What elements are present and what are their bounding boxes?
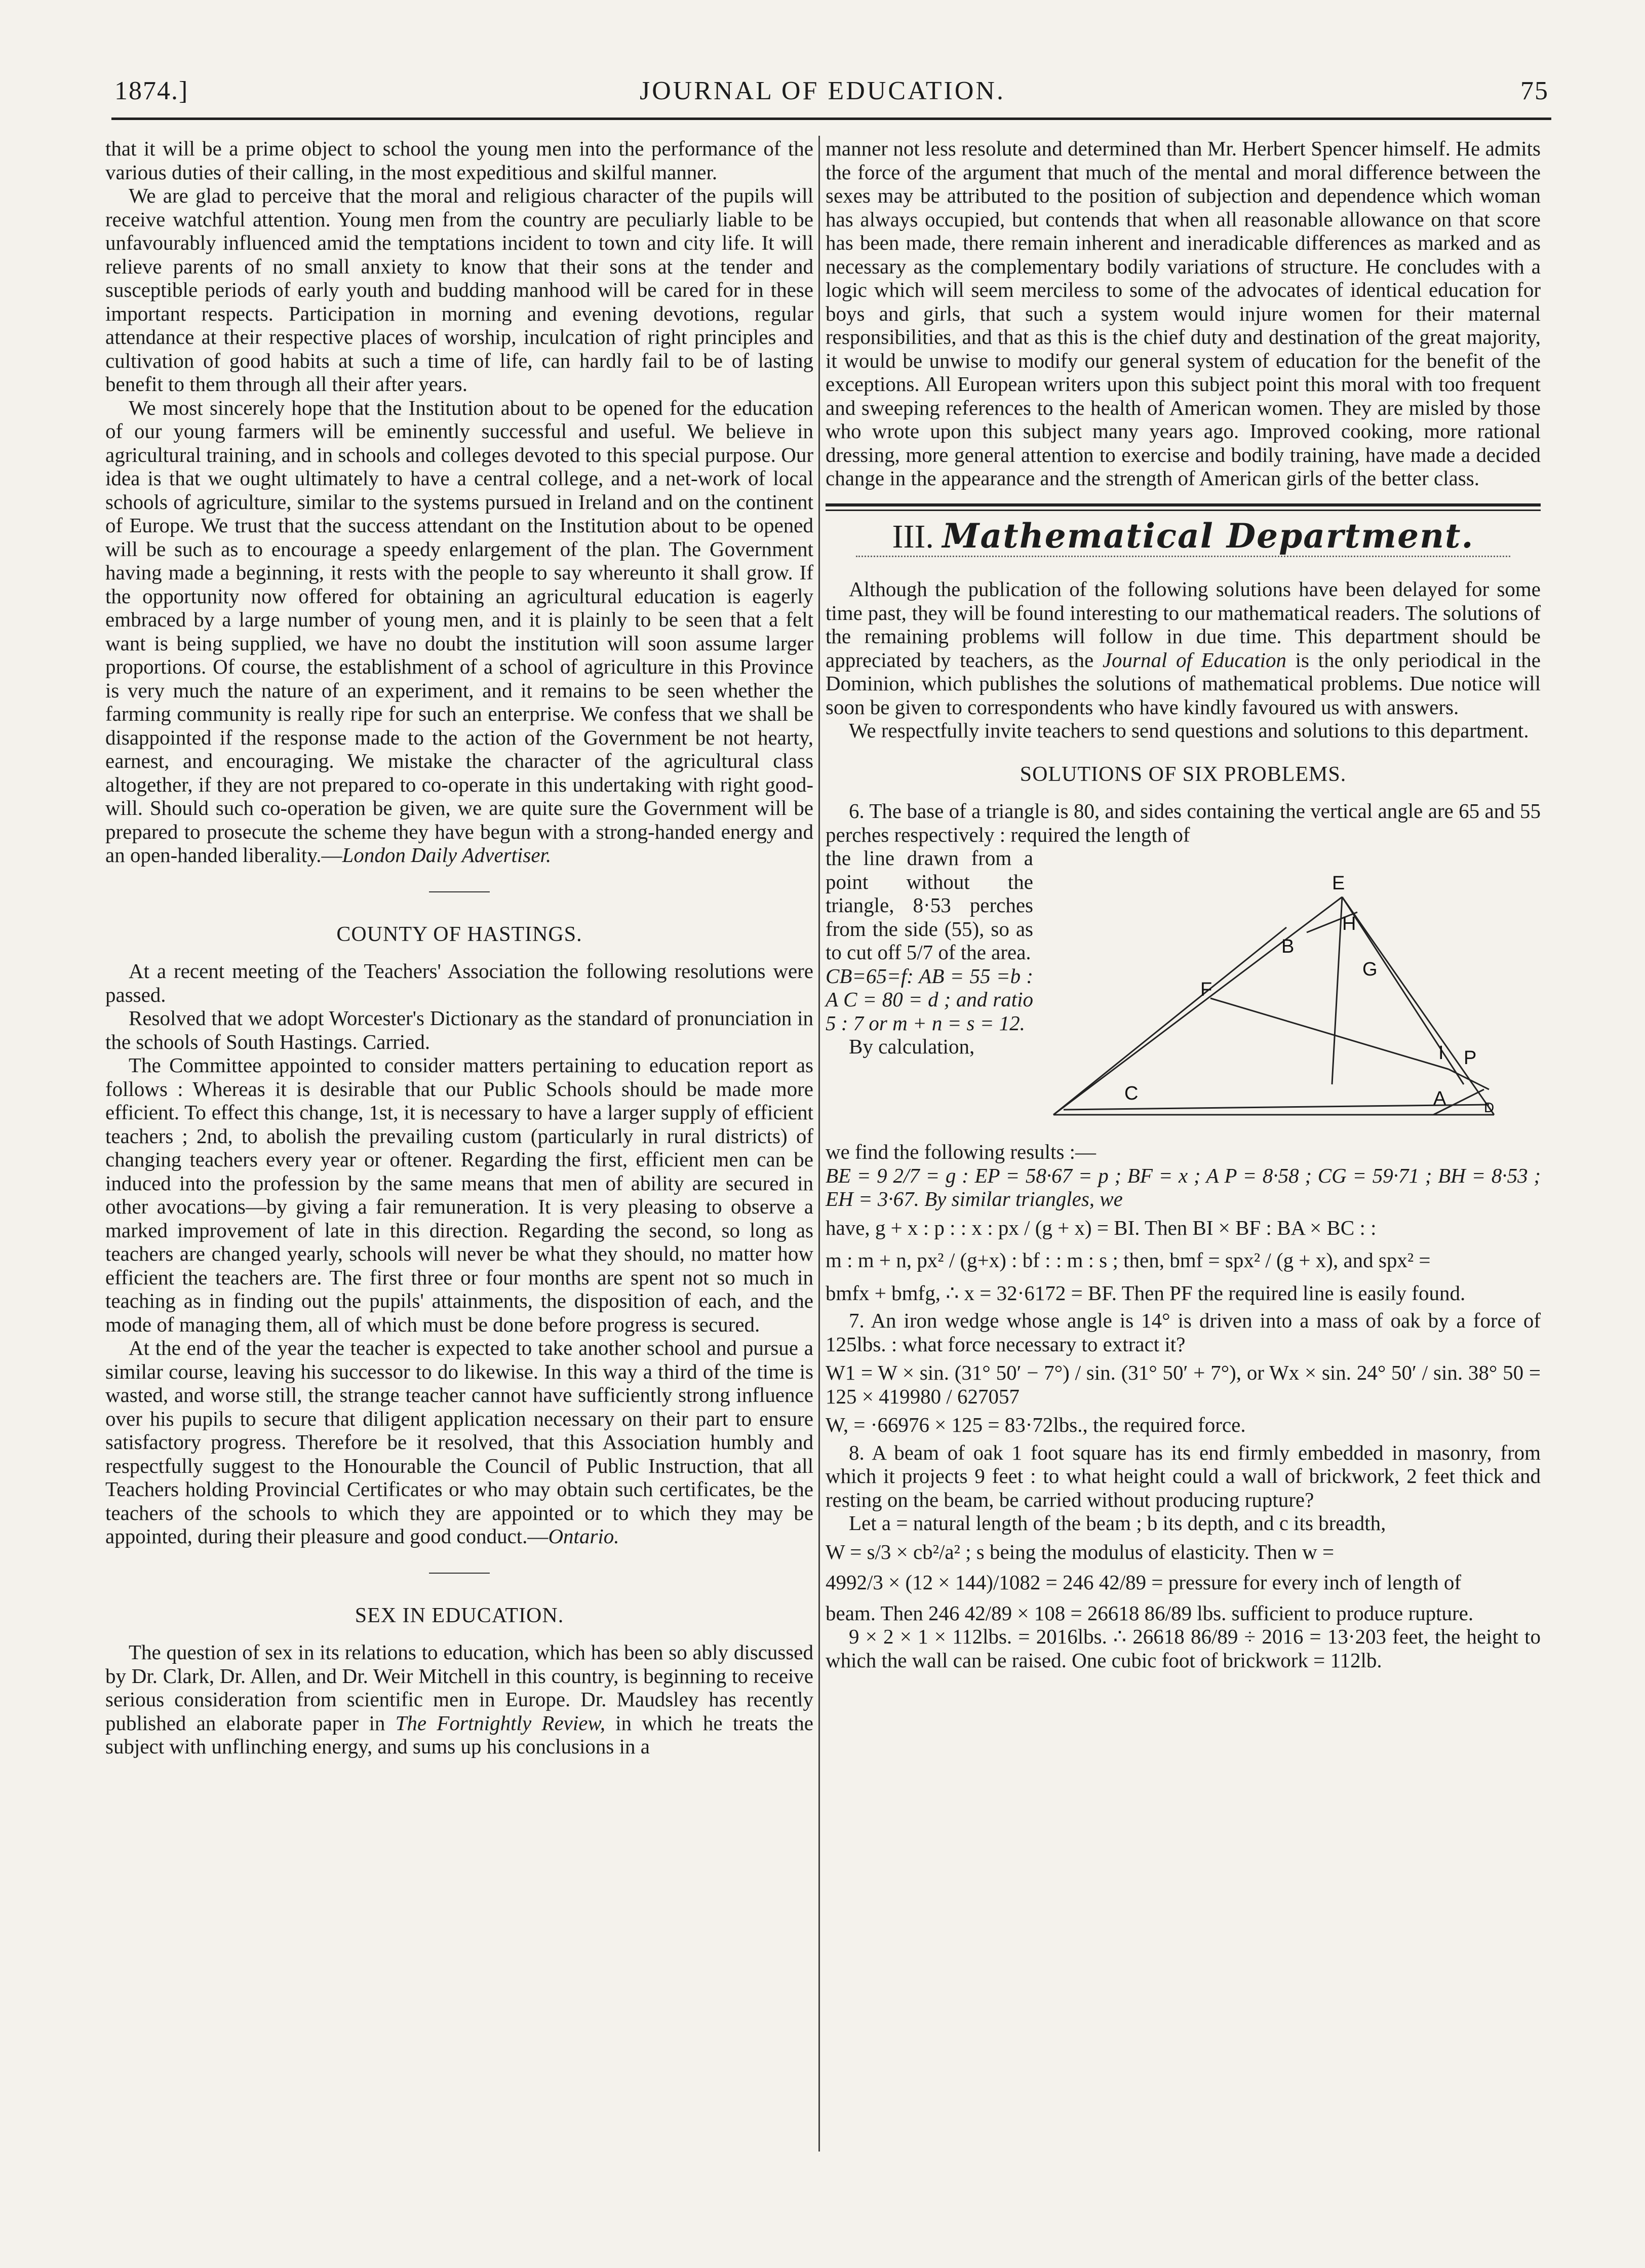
section-rule xyxy=(429,1573,490,1574)
section-heading-solutions: SOLUTIONS OF SIX PROBLEMS. xyxy=(1020,762,1347,786)
paragraph-text: The question of sex in its relations to education, which has been so ably discussed by Dr. Clark, Dr. Allen, and Dr. Weir Mitchell in this country, is beginning to receive serious consideration from scientific men in Europe. Dr. Maudsley has recently published an elaborate paper in xyxy=(105,1640,813,1735)
paragraph xyxy=(105,396,813,867)
paragraph: we find the following results :— xyxy=(826,1140,1096,1163)
figure-label: F xyxy=(1200,979,1212,1000)
paragraph xyxy=(105,1640,813,1758)
department-number: III. xyxy=(892,518,934,555)
figure-line xyxy=(1448,1069,1489,1089)
equation-line: m : m + n, px² / (g+x) : bf : : m : s ; then, bmf = spx² / (g + x), and spx² = xyxy=(826,1248,1431,1272)
paragraph: Let a = natural length of the beam ; b its depth, and c its breadth, xyxy=(849,1511,1386,1535)
figure-line xyxy=(1064,1105,1489,1110)
paragraph-text: We most sincerely hope that the Institution about to be opened for the education of our young farmers will be eminently successful and useful. We believe in agricultural training, and in schools and colleges devoted to this special purpose. Our idea is that we ought ultimately to have a central college, and a net-work of local schools of agriculture, similar to the systems pursued in Ireland and on the continent of Europe. We trust that the success attendant on the Institution about to be opened will be such as to encourage a speedy enlargement of the plan. The Government having made a beginning, it rests with the people to say whereunto it shall grow. If the opportunity now offered for obtaining an agricultural education is eagerly embraced by a large number of young men, and it is plainly to be seen that a felt want is being supplied, we have no doubt the institution will soon assume larger proportions. Of course, the establishment of a school of agriculture in this Province is very much the nature of an experiment, and it remains to be seen whether the farming community is really ripe for such an enterprise. We confess that we shall be disappointed if the response made to the action of the Government be not hearty, earnest, and encouraging. We mistake the character of the agricultural class altogether, if they are not prepared to co-operate in this undertaking with right good-will. Should such co-operation be given, we are quite sure the Government will be prepared to prosecute the scheme they have begun with a strong-handed energy and an open-handed liberality.— xyxy=(105,396,813,867)
paragraph: that it will be a prime object to school the young men into the performance of the various duties of their calling, in the most expeditious and skilful manner. xyxy=(105,137,813,184)
equation-line: W = s/3 × cb²/a² ; s being the modulus of elasticity. Then w = xyxy=(826,1540,1335,1563)
figure-line xyxy=(1210,998,1448,1069)
figure-label: P xyxy=(1464,1047,1477,1069)
section-heading-sex-in-education: SEX IN EDUCATION. xyxy=(355,1604,564,1627)
equation-line: beam. Then 246 42/89 × 108 = 26618 86/89 lbs. sufficient to produce rupture. xyxy=(826,1601,1474,1625)
problem-6-statement: 6. The base of a triangle is 80, and sides containing the vertical angle are 65 and 55 perches respectively : required the length of xyxy=(826,799,1541,846)
figure-line xyxy=(1332,897,1342,1084)
equation-line: bmfx + bmfg, ∴ x = 32·6172 = BF. Then PF the required line is easily found. xyxy=(826,1281,1466,1305)
figure-label: C xyxy=(1124,1083,1139,1104)
left-column xyxy=(105,137,813,1758)
paragraph: CB=65=f: AB = 55 =b : A C = 80 = d ; and ratio 5 : 7 or m + n = s = 12. xyxy=(826,964,1033,1035)
paragraph: By calculation, xyxy=(849,1035,975,1058)
header-page-number: 75 xyxy=(1520,76,1549,105)
source-citation: Ontario. xyxy=(548,1524,619,1548)
equation-line: W, = ·66976 × 125 = 83·72lbs., the required force. xyxy=(826,1413,1246,1436)
equation-line: BE = 9 2/7 = g : EP = 58·67 = p ; BF = x ; A P = 8·58 ; CG = 59·71 ; BH = 8·53 ; EH = 3·67. By similar triangles, we xyxy=(826,1163,1541,1210)
triangle-diagram xyxy=(1043,851,1524,1135)
paragraph-text: Although the publication of the following solutions have been delayed for some time past, they will be found interesting to our mathematical readers. The solutions of the remaining problems will follow in due time. This department should be appreciated by teachers, as the xyxy=(826,577,1541,672)
equation-line: have, g + x : p : : x : px / (g + x) = BI. Then BI × BF : BA × BC : : xyxy=(826,1216,1377,1239)
header-journal-title: JOURNAL OF EDUCATION. xyxy=(640,76,1005,105)
header-year: 1874.] xyxy=(114,76,189,105)
section-heading-hastings: COUNTY OF HASTINGS. xyxy=(336,922,582,946)
dotted-rule xyxy=(856,556,1510,557)
problem-6-side-text xyxy=(826,846,1033,1059)
header-rule xyxy=(111,118,1551,120)
right-column xyxy=(826,137,1541,1672)
department-title xyxy=(826,516,1541,556)
department-rule xyxy=(826,503,1541,506)
paragraph: We are glad to perceive that the moral and religious character of the pupils will receive watchful attention. Young men from the country are peculiarly liable to be unfavourably influenced amid the temptations incident to town and city life. It will relieve parents of no small anxiety to know that their sons at the tender and susceptible periods of early youth and budding manhood will be cared for in these important respects. Participation in morning and evening devotions, regular attendance at their respective places of worship, inculcation of right principles and cultivation of good habits at such a time of life, can hardly fail to be of lasting benefit to them through all their after years. xyxy=(105,184,813,396)
figure-label: I xyxy=(1438,1042,1444,1064)
problem-7-statement: 7. An iron wedge whose angle is 14° is driven into a mass of oak by a force of 125lbs. : what force necessary to extract it? xyxy=(826,1309,1541,1356)
paragraph: We respectfully invite teachers to send questions and solutions to this department. xyxy=(849,719,1529,742)
journal-name: The Fortnightly Review, xyxy=(395,1711,605,1735)
figure-label: D xyxy=(1484,1100,1495,1115)
source-citation: London Daily Advertiser. xyxy=(342,843,552,867)
paragraph-text: is the only periodical in the Dominion, which publishes the solutions of mathematical problems. Due notice will soon be given to correspondents who have kindly favoured us with answers. xyxy=(826,648,1541,719)
figure-label: E xyxy=(1332,873,1345,894)
paragraph: Resolved that we adopt Worcester's Dictionary as the standard of pronunciation in the schools of South Hastings. Carried. xyxy=(105,1006,813,1053)
figure-line xyxy=(1342,897,1494,1115)
figure-label: G xyxy=(1362,959,1378,980)
paragraph: The Committee appointed to consider matters pertaining to education report as follows : Whereas it is desirable that our Public Schools should be made more efficient. To effect this change, 1st, it is necessary to have a larger supply of efficient teachers ; 2nd, to abolish the prevailing custom (particularly in rural districts) of changing teachers every year or oftener. Regarding the first, efficient men can be induced into the profession by the same means that men of ability are secured in other avocations—by giving a fair remuneration. It is very pleasing to observe a marked improvement of late in this direction. Regarding the second, so long as teachers are changed yearly, schools will never be what they should, no matter how efficient the teachers are. The first three or four months are spent not so much in teaching as in finding out the pupils' attainments, the disposition of each, and the mode of managing them, all of which must be done before progress is secured. xyxy=(105,1053,813,1336)
figure-label: A xyxy=(1433,1088,1446,1109)
figure-label: H xyxy=(1342,913,1356,934)
equation-line: 9 × 2 × 1 × 112lbs. = 2016lbs. ∴ 26618 86/89 ÷ 2016 = 13·203 feet, the height to which the wall can be raised. One cubic foot of brickwork = 112lb. xyxy=(826,1625,1541,1672)
figure-line xyxy=(1053,927,1286,1115)
paragraph-text: At the end of the year the teacher is expected to take another school and pursue a similar course, leaving his successor to do likewise. In this way a third of the time is wasted, and worse still, the strange teacher cannot have sufficiently strong influence over his pupils to secure that diligent application necessary on their part to ensure satisfactory progress. Therefore be it resolved, that this Association humbly and respectfully suggest to the Honourable the Council of Public Instruction, that all Teachers holding Provincial Certificates or who may obtain such certificates, be the teachers of the schools to which they are appointed or to which they may be appointed, during their pleasure and good conduct.— xyxy=(105,1336,813,1548)
department-rule xyxy=(826,510,1541,511)
paragraph xyxy=(105,1336,813,1548)
section-rule xyxy=(429,891,490,892)
equation-line: 4992/3 × (12 × 144)/1082 = 246 42/89 = pressure for every inch of length of xyxy=(826,1571,1462,1594)
figure-line xyxy=(1053,897,1342,1115)
paragraph-text: in which he treats the subject with unflinching energy, and sums up his conclusions in a xyxy=(105,1711,813,1758)
journal-name: Journal of Education xyxy=(1102,648,1287,672)
paragraph xyxy=(826,577,1541,719)
department-name: Mathematical Department. xyxy=(942,516,1474,556)
paragraph: At a recent meeting of the Teachers' Association the following resolutions were passed. xyxy=(105,959,813,1006)
figure-label: B xyxy=(1281,936,1295,957)
equation-line: W1 = W × sin. (31° 50′ − 7°) / sin. (31° 50′ + 7°), or Wx × sin. 24° 50′ / sin. 38° 50 = 125 × 419980 / 627057 xyxy=(826,1361,1541,1408)
column-divider xyxy=(818,136,820,2152)
paragraph: manner not less resolute and determined than Mr. Herbert Spencer himself. He admits the force of the argument that much of the mental and moral difference between the sexes may be attributed to the position of subjection and dependence which woman has always occupied, but contends that when all reasonable allowance on that score has been made, there remain inherent and ineradicable differences as marked and as necessary as the complementary bodily variations of structure. He concludes with a logic which will seem merciless to some of the advocates of identical education for boys and girls, that such a system would injure women for their maternal responsibilities, and that as this is the chief duty and destination of the great majority, it would be unwise to modify our general system of education for the benefit of the exceptions. All European writers upon this subject point this moral with too frequent and sweeping references to the health of American women. They are misled by those who wrote upon this subject many years ago. Improved cooking, more rational dressing, more general attention to exercise and bodily training, have made a decided change in the appearance and the strength of American girls of the better class. xyxy=(826,137,1541,490)
problem-6-figure-block xyxy=(826,846,1541,1140)
paragraph: the line drawn from a point without the triangle, 8·53 perches from the side (55), so as to cut off 5/7 of the area. xyxy=(826,846,1033,964)
problem-8-statement: 8. A beam of oak 1 foot square has its end firmly embedded in masonry, from which it projects 9 feet : to what height could a wall of brickwork, 2 feet thick and resting on the beam, be carried without producing rupture? xyxy=(826,1440,1541,1511)
